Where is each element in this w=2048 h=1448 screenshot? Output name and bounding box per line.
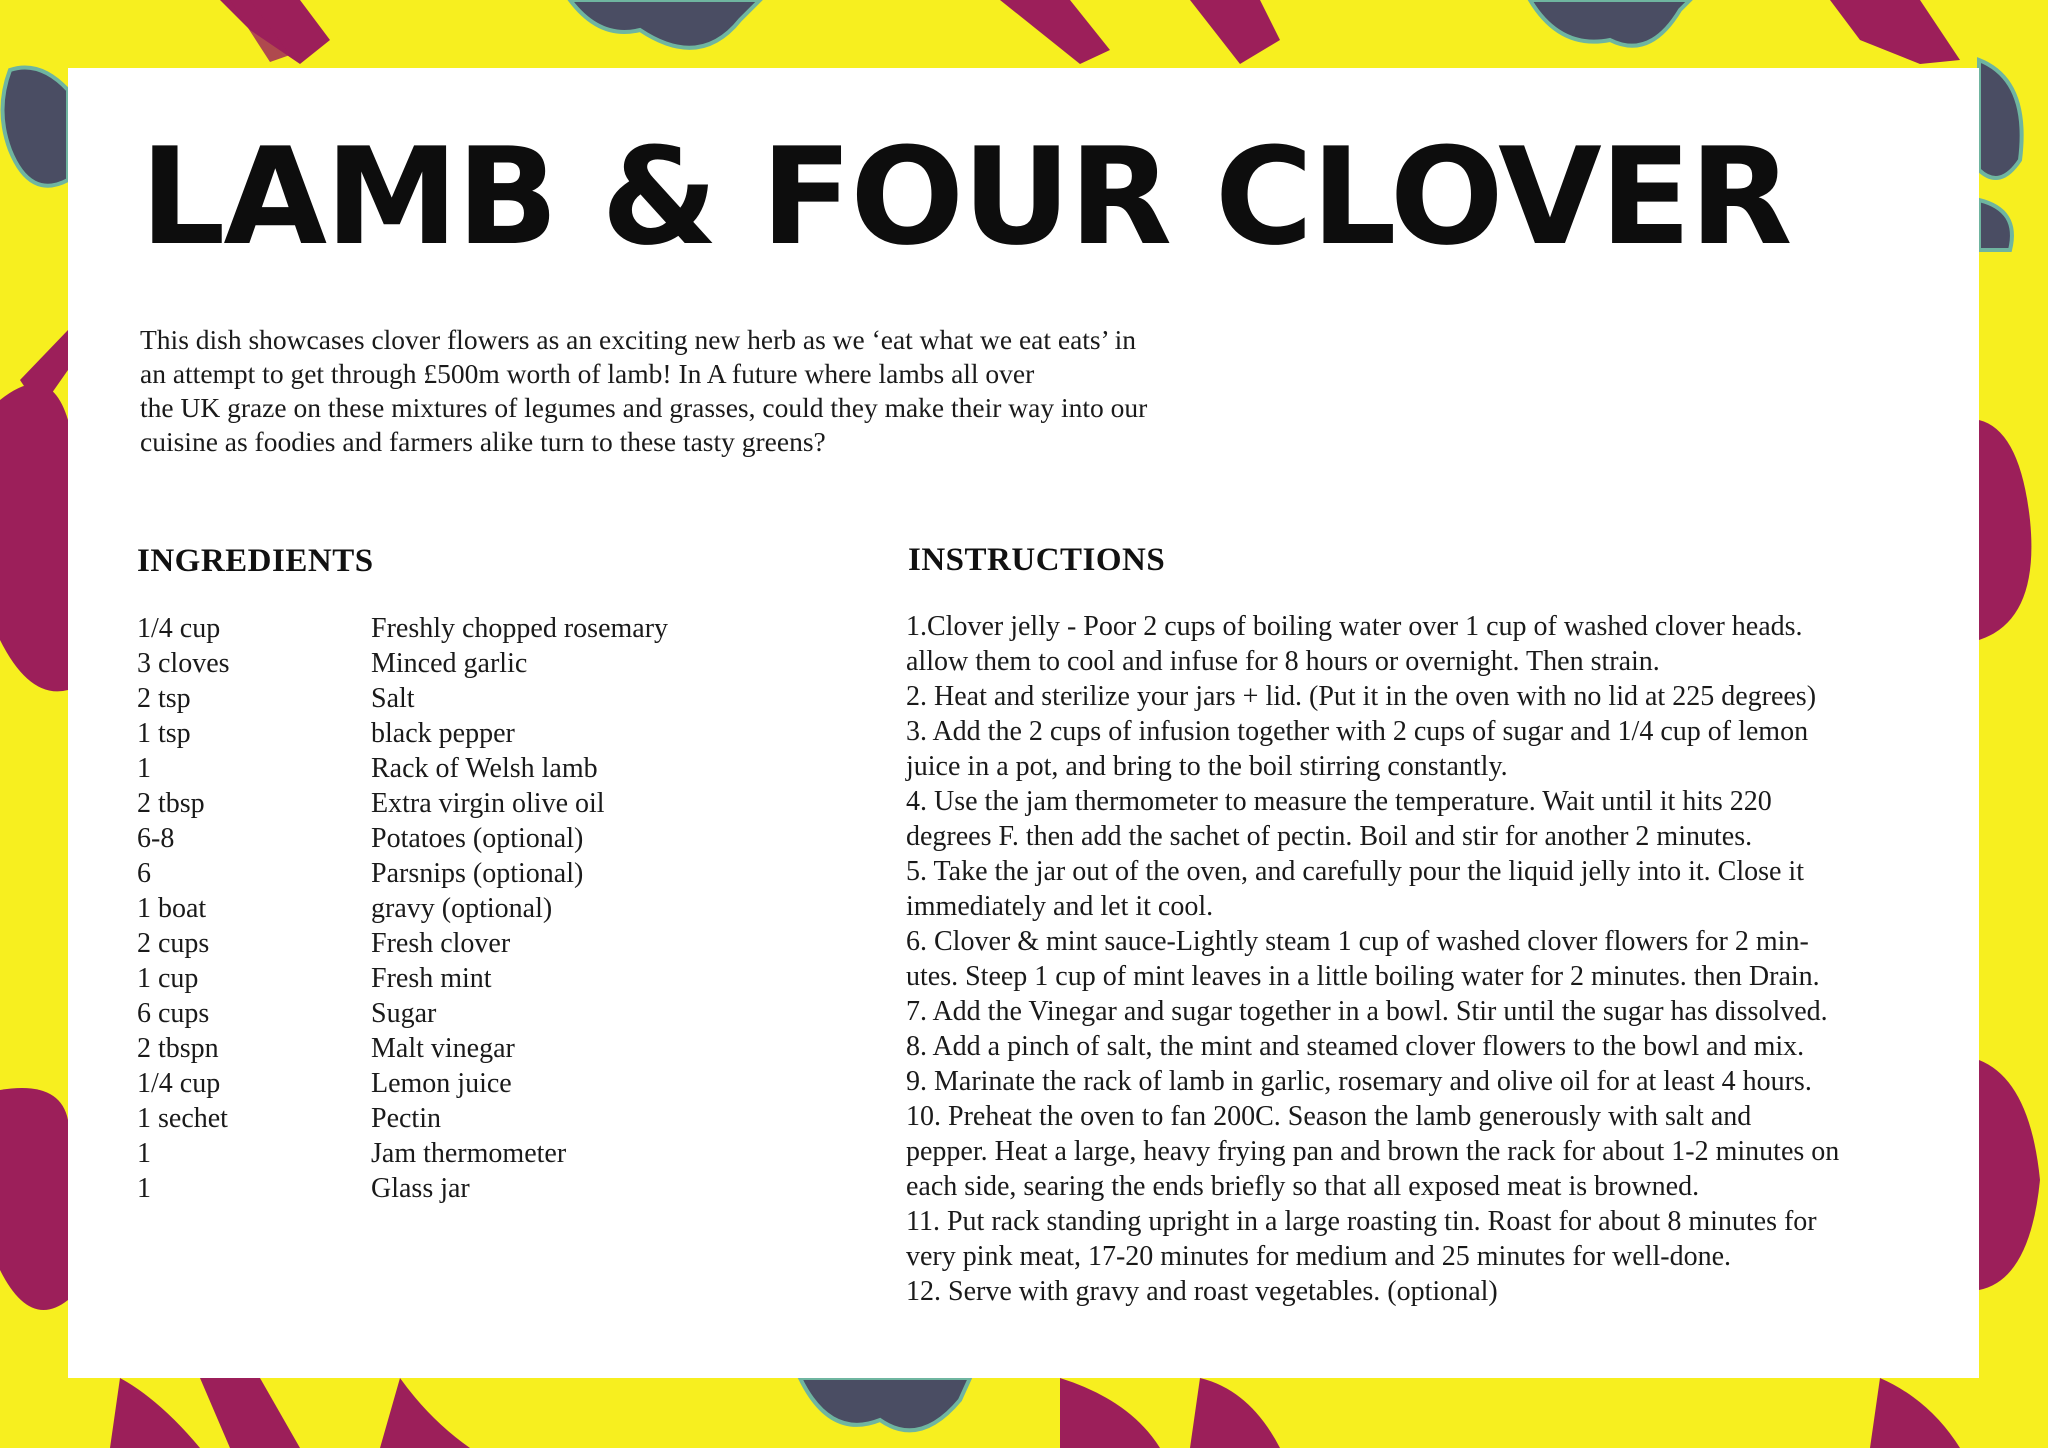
ingredient-qty: 3 cloves [137, 648, 230, 679]
intro-line: an attempt to get through £500m worth of lamb! In A future where lambs all over [140, 358, 1035, 389]
instruction-line: allow them to cool and infuse for 8 hours or overnight. Then strain. [906, 646, 1660, 677]
ingredient-qty: 1/4 cup [137, 1068, 221, 1099]
ingredient-item [137, 716, 668, 751]
ingredients-list [137, 611, 668, 1206]
instructions-heading: INSTRUCTIONS [908, 542, 1166, 578]
ingredient-name: Fresh clover [371, 928, 511, 959]
instruction-step [906, 714, 1839, 784]
ingredient-item [137, 926, 668, 961]
ingredient-name: gravy (optional) [371, 893, 553, 924]
instruction-line: 8. Add a pinch of salt, the mint and steamed clover flowers to the bowl and mix. [906, 1031, 1805, 1062]
ingredient-name: Extra virgin olive oil [371, 788, 605, 819]
ingredient-name: Fresh mint [371, 963, 492, 994]
recipe-title: LAMB & FOUR CLOVER [140, 119, 1791, 275]
intro-line: This dish showcases clover flowers as an exciting new herb as we ‘eat what we eat eats’ in [140, 324, 1137, 355]
ingredient-item [137, 821, 668, 856]
ingredient-name: Glass jar [371, 1173, 470, 1204]
ingredient-qty: 1/4 cup [137, 613, 221, 644]
ingredient-item [137, 611, 668, 646]
ingredient-name: Lemon juice [371, 1068, 512, 1099]
instruction-line: 11. Put rack standing upright in a large roasting tin. Roast for about 8 minutes for [906, 1206, 1817, 1237]
instruction-line: 3. Add the 2 cups of infusion together with 2 cups of sugar and 1/4 cup of lemon [906, 716, 1809, 747]
ingredient-item [137, 786, 668, 821]
ingredient-qty: 1 [137, 1173, 151, 1204]
ingredient-name: Malt vinegar [371, 1033, 515, 1064]
ingredient-item [137, 1136, 668, 1171]
instruction-line: immediately and let it cool. [906, 891, 1214, 922]
instruction-step [906, 924, 1839, 994]
instruction-line: 2. Heat and sterilize your jars + lid. (Put it in the oven with no lid at 225 degrees) [906, 681, 1817, 712]
ingredient-qty: 6-8 [137, 823, 175, 854]
instruction-line: utes. Steep 1 cup of mint leaves in a little boiling water for 2 minutes. then Drain. [906, 961, 1820, 992]
instruction-line: 9. Marinate the rack of lamb in garlic, rosemary and olive oil for at least 4 hours. [906, 1066, 1812, 1097]
ingredient-name: Potatoes (optional) [371, 823, 584, 854]
instruction-line: 6. Clover & mint sauce-Lightly steam 1 cup of washed clover flowers for 2 min- [906, 926, 1809, 957]
ingredient-qty: 2 tsp [137, 683, 191, 714]
instruction-line: 7. Add the Vinegar and sugar together in a bowl. Stir until the sugar has dissolved. [906, 996, 1828, 1027]
instruction-step [906, 854, 1839, 924]
ingredient-item [137, 1171, 668, 1206]
instruction-line: 1.Clover jelly - Poor 2 cups of boiling water over 1 cup of washed clover heads. [906, 611, 1803, 642]
ingredient-item [137, 961, 668, 996]
instruction-step [906, 1204, 1839, 1274]
instruction-step [906, 784, 1839, 854]
recipe-intro [140, 323, 1320, 459]
ingredient-item [137, 996, 668, 1031]
ingredient-qty: 2 tbsp [137, 788, 205, 819]
instructions-list [906, 609, 1839, 1309]
ingredient-qty: 1 tsp [137, 718, 191, 749]
ingredient-qty: 1 [137, 1138, 151, 1169]
ingredient-name: black pepper [371, 718, 515, 749]
ingredient-item [137, 681, 668, 716]
ingredient-item [137, 1031, 668, 1066]
ingredients-heading: INGREDIENTS [137, 543, 374, 579]
ingredient-qty: 6 cups [137, 998, 210, 1029]
ingredient-qty: 2 cups [137, 928, 210, 959]
instruction-line: degrees F. then add the sachet of pectin. Boil and stir for another 2 minutes. [906, 821, 1753, 852]
ingredient-item [137, 1066, 668, 1101]
intro-line: the UK graze on these mixtures of legumes and grasses, could they make their way into our [140, 392, 1148, 423]
ingredient-item [137, 646, 668, 681]
ingredient-name: Pectin [371, 1103, 441, 1134]
instruction-step [906, 1274, 1839, 1309]
ingredient-name: Minced garlic [371, 648, 528, 679]
ingredient-name: Salt [371, 683, 415, 714]
ingredient-name: Freshly chopped rosemary [371, 613, 669, 644]
instruction-line: 4. Use the jam thermometer to measure the temperature. Wait until it hits 220 [906, 786, 1772, 817]
ingredient-item [137, 1101, 668, 1136]
ingredient-name: Parsnips (optional) [371, 858, 584, 889]
intro-line: cuisine as foodies and farmers alike turn to these tasty greens? [140, 426, 826, 457]
instruction-step [906, 679, 1839, 714]
ingredient-item [137, 856, 668, 891]
ingredient-qty: 2 tbspn [137, 1033, 219, 1064]
instruction-step [906, 1029, 1839, 1064]
ingredient-name: Jam thermometer [371, 1138, 567, 1169]
instruction-step [906, 609, 1839, 679]
ingredient-name: Rack of Welsh lamb [371, 753, 598, 784]
instruction-line: juice in a pot, and bring to the boil stirring constantly. [906, 751, 1508, 782]
recipe-card [68, 68, 1979, 1378]
instruction-line: 12. Serve with gravy and roast vegetables. (optional) [906, 1276, 1498, 1307]
instruction-line: 10. Preheat the oven to fan 200C. Season the lamb generously with salt and [906, 1101, 1752, 1132]
ingredient-qty: 6 [137, 858, 151, 889]
instruction-step [906, 1064, 1839, 1099]
ingredient-qty: 1 [137, 753, 151, 784]
ingredient-qty: 1 boat [137, 893, 207, 924]
instruction-line: 5. Take the jar out of the oven, and carefully pour the liquid jelly into it. Close it [906, 856, 1804, 887]
instruction-step [906, 994, 1839, 1029]
instruction-step [906, 1099, 1839, 1204]
instruction-line: very pink meat, 17-20 minutes for medium and 25 minutes for well-done. [906, 1241, 1732, 1272]
ingredient-name: Sugar [371, 998, 437, 1029]
ingredient-item [137, 751, 668, 786]
instruction-line: pepper. Heat a large, heavy frying pan and brown the rack for about 1-2 minutes on [906, 1136, 1840, 1167]
instruction-line: each side, searing the ends briefly so that all exposed meat is browned. [906, 1171, 1700, 1202]
ingredient-qty: 1 cup [137, 963, 199, 994]
ingredient-item [137, 891, 668, 926]
ingredient-qty: 1 sechet [137, 1103, 228, 1134]
